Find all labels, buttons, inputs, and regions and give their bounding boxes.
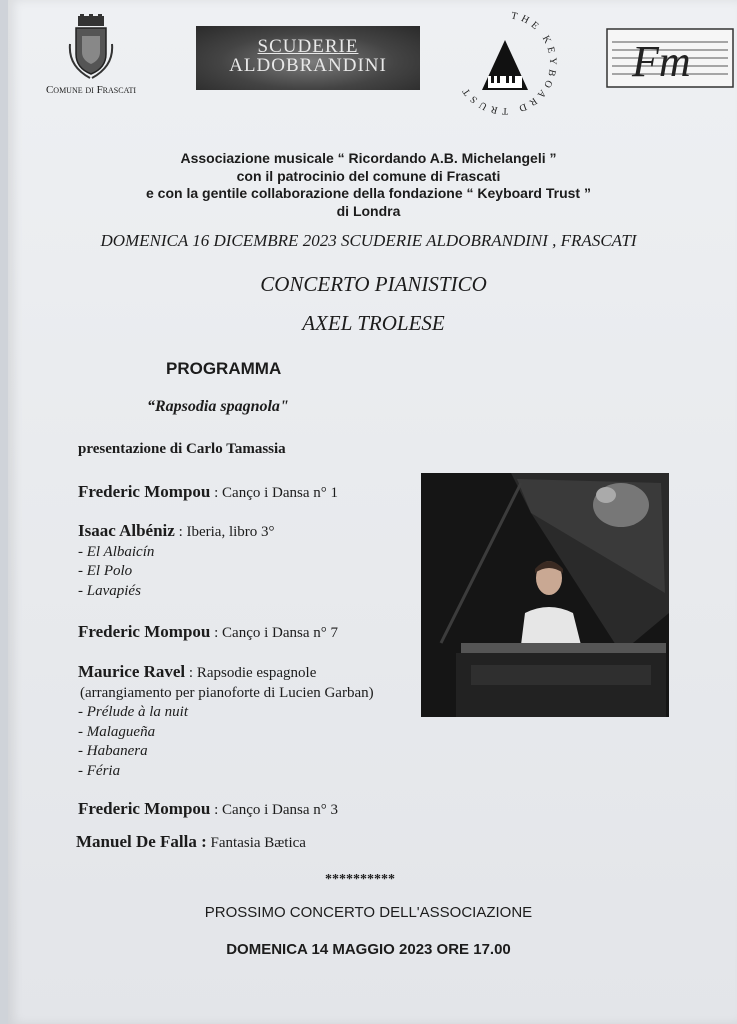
composer-name: Frederic Mompou: [78, 482, 211, 501]
work-title: Fantasia Bætica: [206, 835, 306, 851]
coat-of-arms-icon: [68, 14, 114, 80]
fm-logo: [606, 28, 734, 88]
composer-name: Isaac Albéniz: [78, 521, 175, 540]
composer-name: Frederic Mompou: [78, 799, 211, 818]
comune-logo: [36, 14, 146, 96]
movement: - Féria: [78, 762, 121, 779]
keyboard-trust-logo: [452, 10, 558, 120]
scuderie-logo: [196, 26, 420, 90]
composer-name: Frederic Mompou: [78, 622, 211, 641]
movement: - Lavapiés: [78, 582, 141, 599]
date-line: DOMENICA 16 DICEMBRE 2023 SCUDERIE ALDOBRANDINI , FRASCATI: [100, 231, 637, 250]
header-text: [0, 150, 737, 220]
program-item-2: [78, 521, 275, 601]
scuderie-line1: SCUDERIE: [257, 36, 359, 57]
movement: - Prélude à la nuit: [78, 704, 188, 720]
fm-monogram-icon: [606, 28, 734, 88]
program-subtitle: “Rapsodia spagnola": [147, 398, 289, 415]
header-line2: con il patrocinio del comune di Frascati: [236, 167, 501, 184]
performer-name: AXEL TROLESE: [302, 311, 445, 335]
next-concert-date: DOMENICA 14 MAGGIO 2023 ORE 17.00: [226, 941, 511, 958]
header-line1: Associazione musicale “ Ricordando A.B. Michelangeli ”: [180, 150, 557, 166]
header-line3: e con la gentile collaborazione della fondazione “ Keyboard Trust ”: [146, 185, 591, 201]
svg-text:THE KEYBOARD TRUST: THE KEYBOARD TRUST: [458, 10, 558, 117]
movement: - El Polo: [78, 563, 133, 579]
work-title: : Canço i Dansa n° 3: [210, 802, 338, 818]
work-title: : Rapsodie espagnole: [185, 665, 317, 681]
pianist-photo: [421, 473, 669, 717]
concert-title: CONCERTO PIANISTICO: [260, 272, 487, 296]
movement: - Malagueña: [78, 723, 156, 740]
work-title: : Iberia, libro 3°: [174, 524, 275, 540]
program-item-4: [78, 662, 374, 781]
keyboard-trust-icon: [452, 10, 558, 120]
composer-name: Maurice Ravel: [78, 662, 186, 681]
work-title: : Canço i Dansa n° 7: [210, 625, 338, 641]
programma-heading: PROGRAMMA: [166, 359, 282, 378]
program-item-1: [78, 482, 338, 504]
next-concert-label: PROSSIMO CONCERTO DELL'ASSOCIAZIONE: [204, 904, 533, 921]
movement: - El Albaicín: [78, 543, 155, 560]
composer-name: Manuel De Falla :: [76, 832, 207, 851]
program-item-5: [78, 799, 338, 821]
program-item-3: [78, 622, 338, 644]
svg-text:Fm: Fm: [632, 37, 691, 86]
comune-label: Comune di Frascati: [45, 84, 137, 96]
separator-stars: **********: [325, 872, 395, 887]
header-line4: di Londra: [336, 202, 401, 219]
work-title: : Canço i Dansa n° 1: [210, 485, 338, 501]
movement: - Habanera: [78, 743, 148, 759]
arrangement-note: (arrangiamento per pianoforte di Lucien Garban): [80, 684, 374, 701]
program-item-6: [76, 832, 306, 854]
scuderie-line2: ALDOBRANDINI: [229, 55, 387, 76]
pianist-photo-icon: [421, 473, 669, 717]
presentazione: presentazione di Carlo Tamassia: [78, 441, 286, 457]
